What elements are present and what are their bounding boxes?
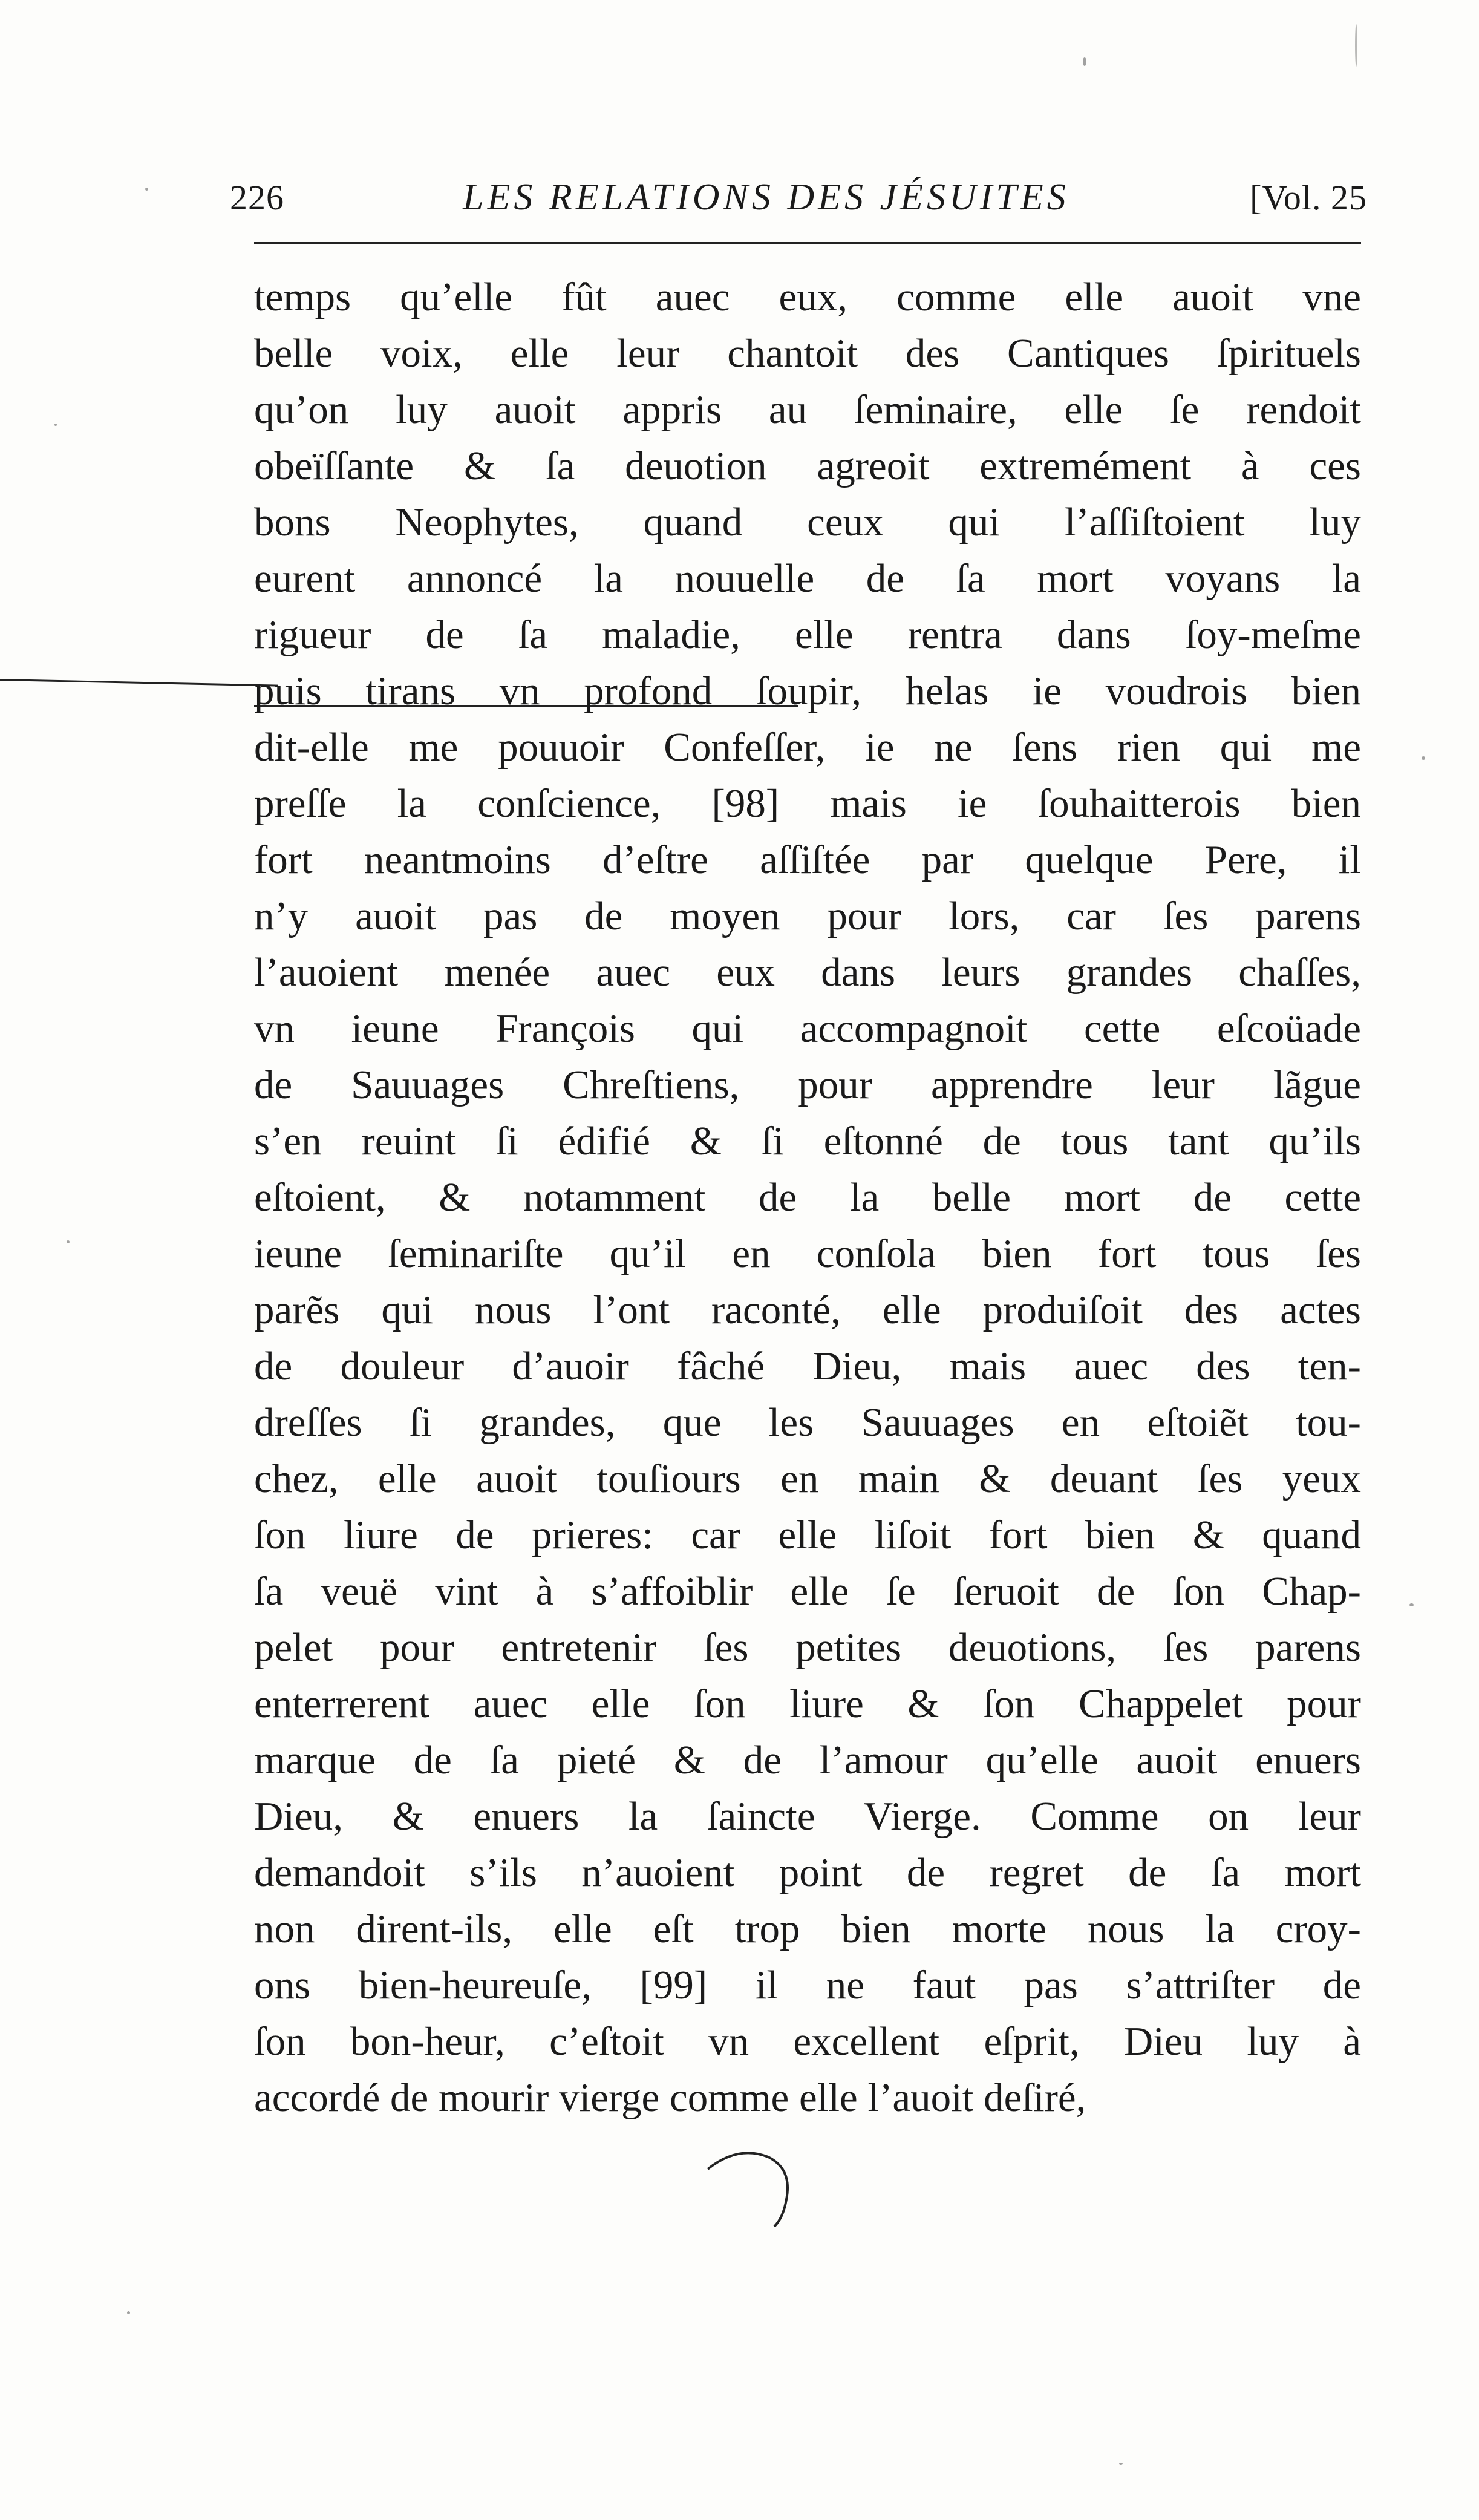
scan-speck <box>145 188 148 191</box>
text-line: enterrerent auec elle ſon liure & ſon Chappelet pour <box>254 1681 1361 1726</box>
scan-speck <box>127 2311 130 2314</box>
page-number: 226 <box>230 178 284 217</box>
ink-curl-mark <box>702 2145 811 2230</box>
text-line: pelet pour entretenir ſes petites deuotions, ſes parens <box>254 1625 1361 1670</box>
text-line: dit-elle me pouuoir Confeſſer, ie ne ſens rien qui me <box>254 725 1361 770</box>
text-line: fort neantmoins d’eſtre aſſiſtée par quelque Pere, il <box>254 837 1361 882</box>
text-line: parẽs qui nous l’ont raconté, elle produiſoit des actes <box>254 1288 1361 1332</box>
text-line: l’auoient menée auec eux dans leurs grandes chaſſes, <box>254 950 1361 995</box>
text-line: ieune ſeminariſte qu’il en conſola bien fort tous ſes <box>254 1231 1361 1276</box>
scan-speck <box>1422 756 1425 760</box>
text-line: demandoit s’ils n’auoient point de regret de ſa mort <box>254 1850 1361 1895</box>
body-text <box>254 269 1361 2126</box>
text-line: ons bien-heureuſe, [99] il ne faut pas s’attriſter de <box>254 1963 1361 2008</box>
scan-speck <box>1409 1603 1414 1606</box>
text-line: rigueur de ſa maladie, elle rentra dans ſoy-meſme <box>254 612 1361 657</box>
text-line: temps qu’elle fût auec eux, comme elle auoit vne <box>254 275 1361 319</box>
text-line: accordé de mourir vierge comme elle l’auoit deſiré, <box>254 2075 1086 2120</box>
text-line: de douleur d’auoir fâché Dieu, mais auec des ten- <box>254 1344 1361 1389</box>
text-line: bons Neophytes, quand ceux qui l’aſſiſtoient luy <box>254 500 1361 545</box>
text-line: eſtoient, & notamment de la belle mort de cette <box>254 1175 1361 1220</box>
text-line: preſſe la conſcience, [98] mais ie ſouhaitterois bien <box>254 781 1361 826</box>
text-line: ſon liure de prieres: car elle liſoit fort bien & quand <box>254 1513 1361 1557</box>
running-header <box>230 172 1367 227</box>
text-line: ſa veuë vint à s’affoiblir elle ſe ſeruoit de ſon Chap- <box>254 1569 1361 1614</box>
text-line: belle voix, elle leur chantoit des Cantiques ſpirituels <box>254 331 1361 376</box>
text-line: marque de ſa pieté & de l’amour qu’elle auoit enuers <box>254 1738 1361 1782</box>
text-line: s’en reuint ſi édifié & ſi eſtonné de tous tant qu’ils <box>254 1119 1361 1163</box>
text-line: puis tirans vn profond ſoupir, helas ie voudrois bien <box>254 669 1361 713</box>
text-line: ſon bon-heur, c’eſtoit vn excellent eſprit, Dieu luy à <box>254 2019 1361 2064</box>
stray-pen-mark <box>0 679 278 687</box>
text-line: non dirent-ils, elle eſt trop bien morte nous la croy- <box>254 1906 1361 1951</box>
text-line: obeïſſante & ſa deuotion agreoit extremément à ces <box>254 443 1361 488</box>
text-line: de Sauuages Chreſtiens, pour apprendre leur lãgue <box>254 1062 1361 1107</box>
header-rule <box>254 242 1361 244</box>
text-line: dreſſes ſi grandes, que les Sauuages en eſtoiẽt tou- <box>254 1400 1361 1445</box>
scan-speck <box>67 1240 70 1243</box>
scan-speck <box>1083 57 1086 66</box>
text-line: vn ieune François qui accompagnoit cette eſcoüade <box>254 1006 1361 1051</box>
scan-speck <box>1355 24 1357 67</box>
scan-speck <box>54 424 57 426</box>
text-line: eurent annoncé la nouuelle de ſa mort voyans la <box>254 556 1361 601</box>
volume-label: [Vol. 25 <box>1250 178 1367 217</box>
scan-speck <box>1119 2463 1123 2465</box>
text-line: n’y auoit pas de moyen pour lors, car ſes parens <box>254 894 1361 938</box>
running-title: LES RELATIONS DES JÉSUITES <box>463 177 1069 218</box>
text-line: qu’on luy auoit appris au ſeminaire, elle ſe rendoit <box>254 387 1361 432</box>
text-line: chez, elle auoit touſiours en main & deuant ſes yeux <box>254 1456 1361 1501</box>
text-line: Dieu, & enuers la ſaincte Vierge. Comme on leur <box>254 1794 1361 1839</box>
